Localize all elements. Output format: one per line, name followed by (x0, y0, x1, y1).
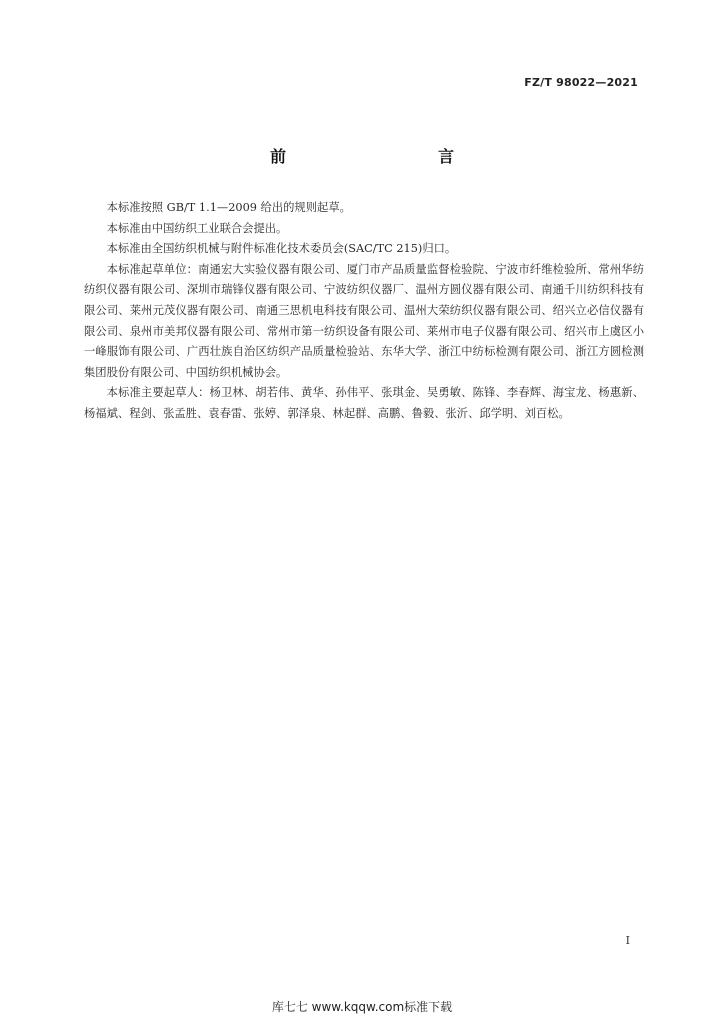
page-number: I (625, 934, 630, 947)
paragraph-drafting-rules: 本标准按照 GB/T 1.1—2009 给出的规则起草。 (106, 201, 351, 214)
page-title: 前 言 (269, 147, 494, 166)
foreword-body (84, 198, 644, 425)
paragraph-main-drafters: 本标准主要起草人：杨卫林、胡若伟、黄华、孙伟平、张琪金、吴勇敏、陈锋、李春辉、海宝龙、杨惠新、杨福斌、程剑、张孟胜、袁春雷、张婷、郭泽泉、林起群、高鹏、鲁毅、张沂、邱学明、刘百松。 (84, 386, 644, 420)
paragraph-drafting-units: 本标准起草单位：南通宏大实验仪器有限公司、厦门市产品质量监督检验院、宁波市纤维检验所、常州华纺纺织仪器有限公司、深圳市瑞锋仪器有限公司、宁波纺织仪器厂、温州方圆仪器有限公司、南通千川纺织科技有限公司、莱州元茂仪器有限公司、南通三思机电科技有限公司、温州大荣纺织仪器有限公司、绍兴立必信仪器有限公司、泉州市美邦仪器有限公司、常州市第一纺织设备有限公司、莱州市电子仪器有限公司、绍兴市上虞区小一峰服饰有限公司、广西壮族自治区纺织产品质量检验站、东华大学、浙江中纺标检测有限公司、浙江方圆检测集团股份有限公司、中国纺织机械协会。 (84, 262, 644, 379)
footer-watermark: 库七七 www.kqqw.com标准下载 (271, 1000, 453, 1014)
paragraph-proposed-by: 本标准由中国纺织工业联合会提出。 (106, 221, 288, 235)
paragraph-under-jurisdiction: 本标准由全国纺织机械与附件标准化技术委员会(SAC/TC 215)归口。 (106, 242, 457, 256)
standard-code: FZ/T 98022—2021 (524, 76, 638, 89)
